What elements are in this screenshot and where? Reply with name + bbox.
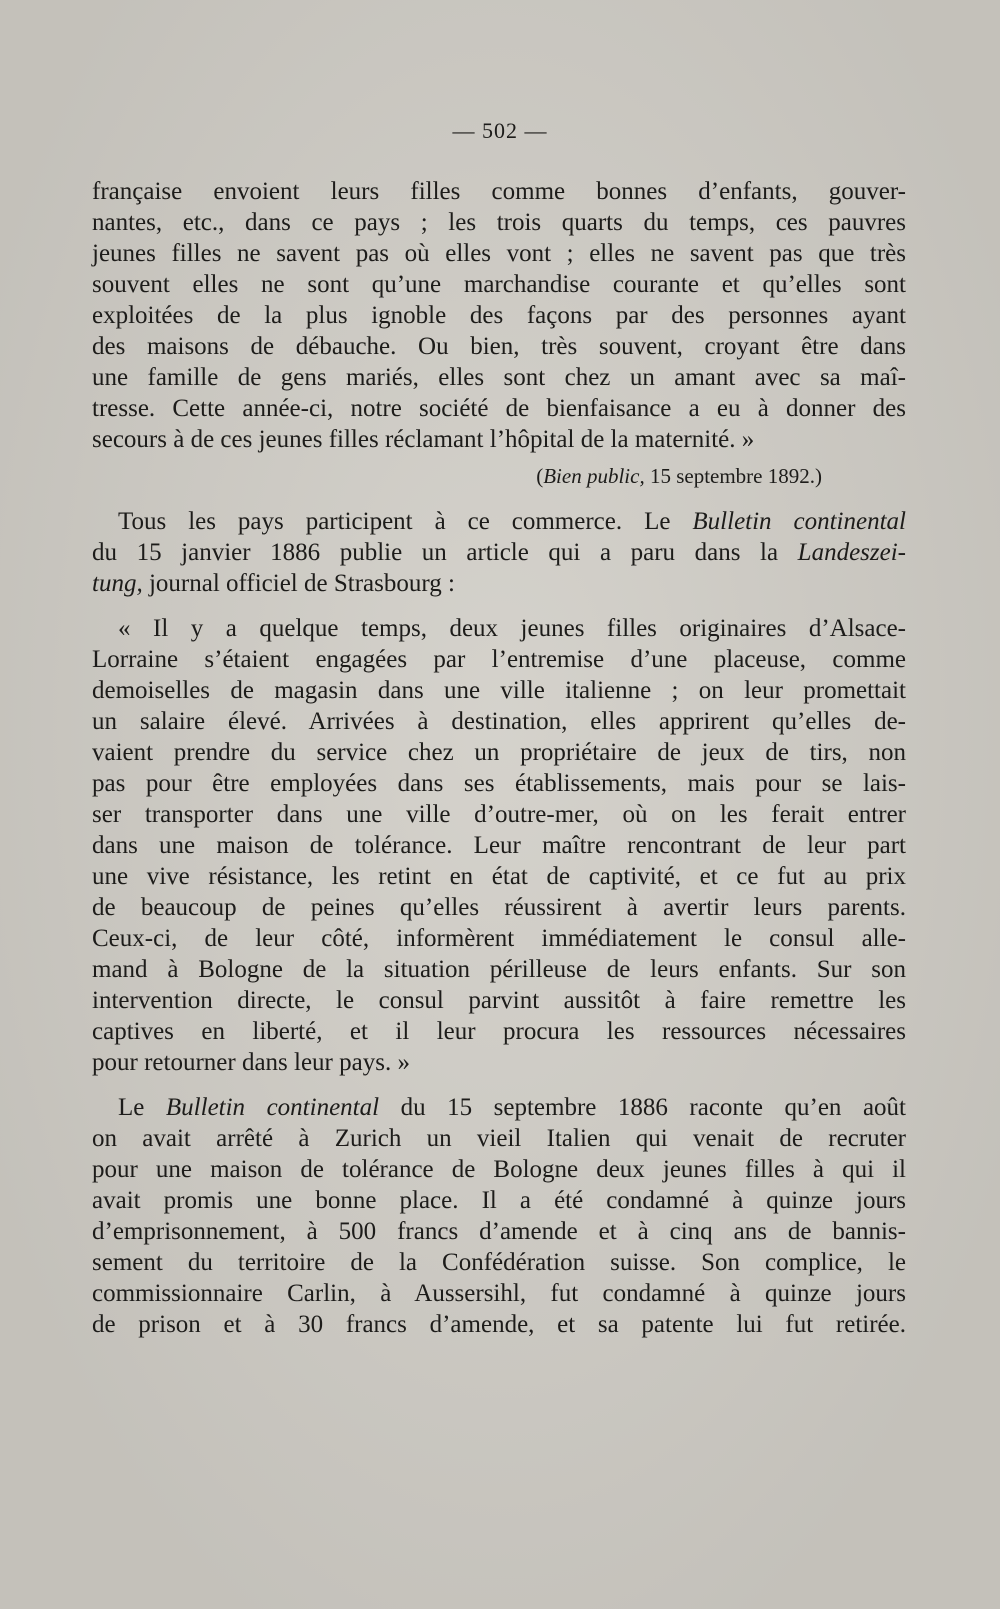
text-line: Ceux-ci, de leur côté, informèrent immédiatement le consul alle-	[92, 925, 906, 952]
citation-source: Bien public,	[543, 464, 645, 488]
text-line: Le Bulletin continental du 15 septembre 1886 raconte qu’en août	[118, 1094, 906, 1121]
page-number: — 502 —	[452, 118, 548, 143]
paragraph-3	[92, 613, 906, 1078]
text-line: un salaire élevé. Arrivées à destination, elles apprirent qu’elles de-	[92, 708, 906, 735]
body-text	[92, 176, 906, 1340]
text-line: « Il y a quelque temps, deux jeunes filles originaires d’Alsace-	[118, 615, 906, 642]
text-line: souvent elles ne sont qu’une marchandise courante et qu’elles sont	[92, 271, 906, 298]
text-line: on avait arrêté à Zurich un vieil Italien qui venait de recruter	[92, 1125, 906, 1152]
text-line: mand à Bologne de la situation périlleuse de leurs enfants. Sur son	[92, 956, 906, 983]
text-line: de beaucoup de peines qu’elles réussirent à avertir leurs parents.	[92, 894, 906, 921]
text-line: pour retourner dans leur pays. »	[92, 1049, 410, 1076]
citation: (Bien public, 15 septembre 1892.)	[536, 464, 822, 488]
text-line: intervention directe, le consul parvint aussitôt à faire remettre les	[92, 987, 906, 1014]
journal-title: Bulletin continental	[692, 508, 906, 535]
text-line: Tous les pays participent à ce commerce. Le Bulletin continental	[118, 508, 906, 535]
paragraph-4	[92, 1092, 906, 1340]
text-line: sement du territoire de la Confédération suisse. Son complice, le	[92, 1249, 906, 1276]
text-line: captives en liberté, et il leur procura les ressources nécessaires	[92, 1018, 906, 1045]
text-line: tung, journal officiel de Strasbourg :	[92, 570, 455, 597]
journal-title: Bulletin continental	[165, 1094, 380, 1121]
text-line: nantes, etc., dans ce pays ; les trois quarts du temps, ces pauvres	[92, 209, 906, 236]
text-line: pour une maison de tolérance de Bologne deux jeunes filles à qui il	[92, 1156, 906, 1183]
text-line: exploitées de la plus ignoble des façons par des personnes ayant	[92, 302, 906, 329]
text-line: demoiselles de magasin dans une ville italienne ; on leur promettait	[92, 677, 906, 704]
text-line: française envoient leurs filles comme bonnes d’enfants, gouver-	[92, 178, 906, 205]
text-line: ser transporter dans une ville d’outre-mer, où on les ferait entrer	[92, 801, 906, 828]
citation-date: 15 septembre 1892.)	[649, 464, 822, 488]
text-line: des maisons de débauche. Ou bien, très souvent, croyant être dans	[92, 333, 906, 360]
paragraph-2	[92, 506, 906, 599]
newspaper-title: Landeszei-	[797, 539, 906, 566]
text-line: du 15 janvier 1886 publie un article qui a paru dans la Landeszei-	[92, 539, 906, 566]
text-line: de prison et à 30 francs d’amende, et sa patente lui fut retirée.	[92, 1311, 906, 1338]
text-line: Lorraine s’étaient engagées par l’entremise d’une placeuse, comme	[92, 646, 906, 673]
text-line: avait promis une bonne place. Il a été condamné à quinze jours	[92, 1187, 906, 1214]
text-line: commissionnaire Carlin, à Aussersihl, fut condamné à quinze jours	[92, 1280, 906, 1307]
newspaper-title: tung,	[92, 570, 143, 597]
text-line: tresse. Cette année-ci, notre société de bienfaisance a eu à donner des	[92, 395, 906, 422]
text-line: secours à de ces jeunes filles réclamant l’hôpital de la maternité. »	[92, 426, 755, 453]
text-line: dans une maison de tolérance. Leur maître rencontrant de leur part	[92, 832, 906, 859]
paragraph-1	[92, 176, 906, 455]
text-line: d’emprisonnement, à 500 francs d’amende et à cinq ans de bannis-	[92, 1218, 906, 1245]
text-line: une famille de gens mariés, elles sont chez un amant avec sa maî-	[92, 364, 906, 391]
text-line: vaient prendre du service chez un propriétaire de jeux de tirs, non	[92, 739, 906, 766]
text-line: une vive résistance, les retint en état de captivité, et ce fut au prix	[92, 863, 906, 890]
text-line: jeunes filles ne savent pas où elles vont ; elles ne savent pas que très	[92, 240, 906, 267]
text-line: pas pour être employées dans ses établissements, mais pour se lais-	[92, 770, 906, 797]
